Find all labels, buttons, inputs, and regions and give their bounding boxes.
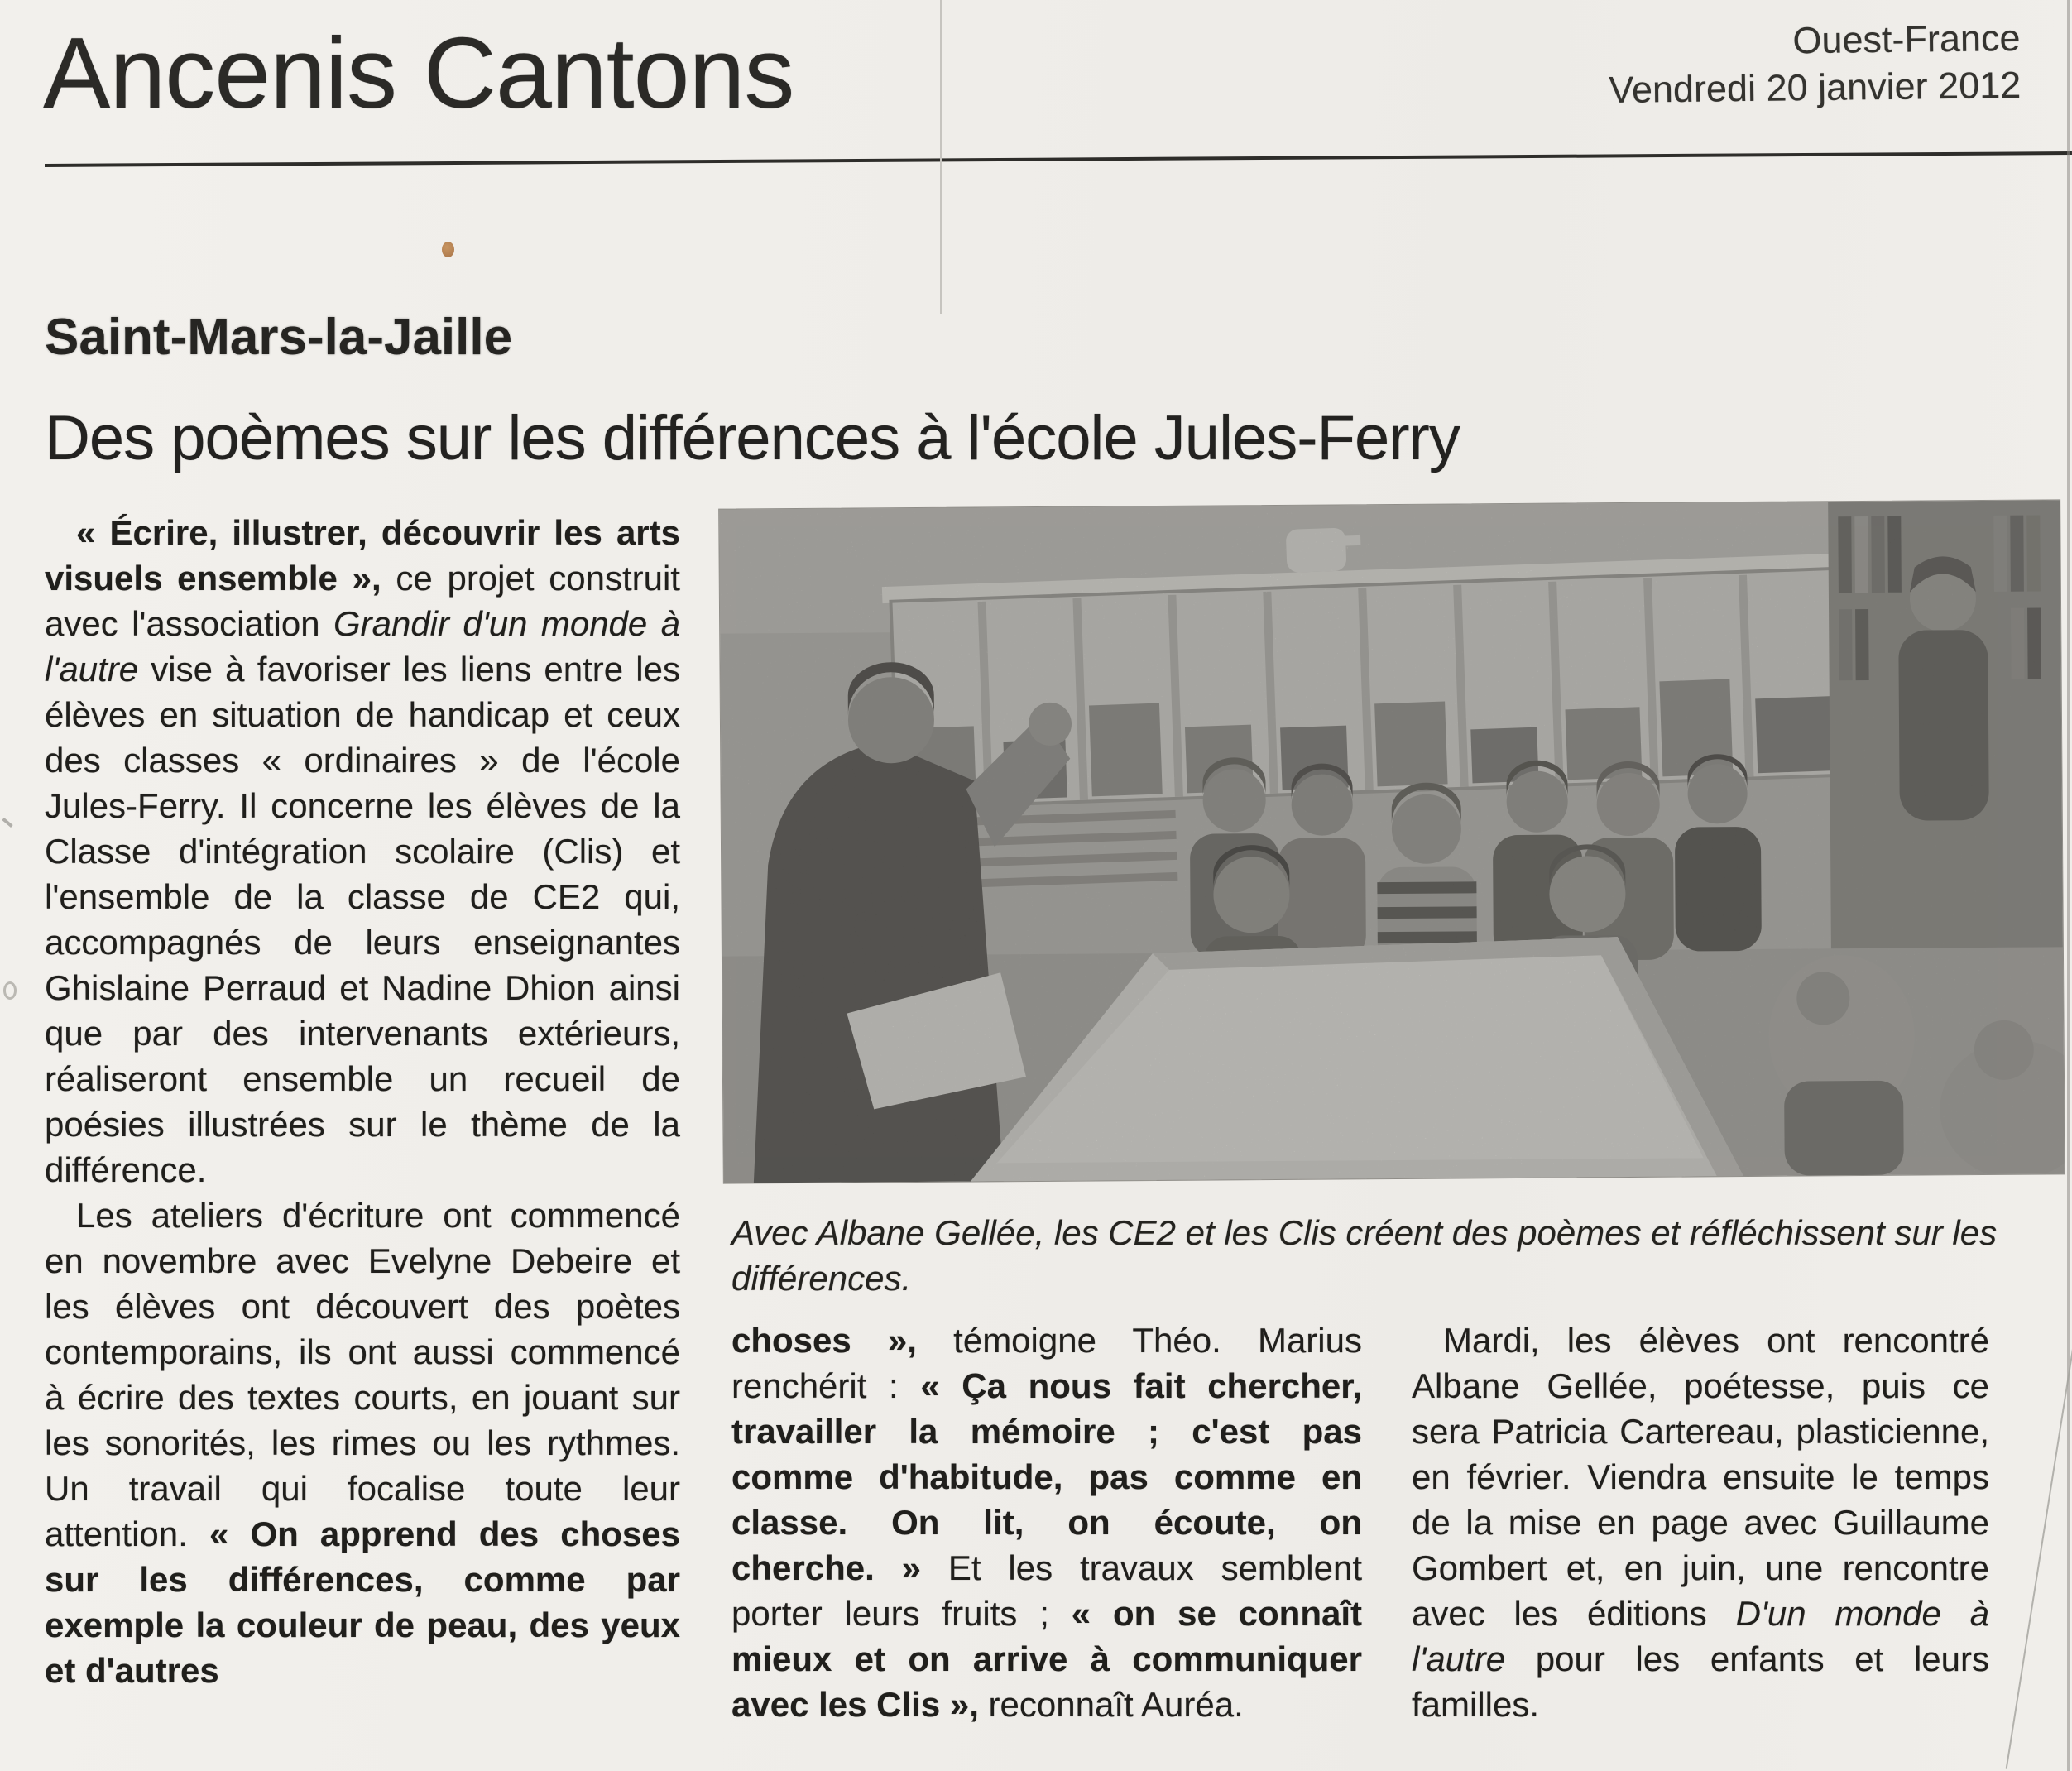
paragraph: Les ateliers d'écriture ont commencé en novembre avec Evelyne Debeire et les élèves ont découvert des poètes contemporains, ils ont aussi commencé à écrire des textes courts, en jouant sur les sonorités, les rimes ou les rythmes. Un travail qui focalise toute leur attention. « On apprend des choses sur les différences, comme par exemple la couleur de peau, des yeux et d'autres [45,1196,680,1690]
section-title: Ancenis Cantons [43,17,794,129]
paragraph: Mardi, les élèves ont rencontré Albane Gellée, poétesse, puis ce sera Patricia Cartereau, plasticienne, en février. Viendra ensuite le temps de la mise en page avec Guillaume Gombert et, en juin, une rencontre avec les éditions D'un monde à l'autre pour les enfants et leurs familles. [1412,1321,1989,1724]
article-column-middle [731,1317,1362,1771]
article-column-right [1412,1317,1989,1771]
newspaper-name: Ouest-France [1792,16,2021,62]
masthead-rule [45,151,2072,167]
paragraph: « Écrire, illustrer, découvrir les arts visuels ensemble », ce projet construit avec l'association Grandir d'un monde à l'autre vise à favoriser les liens entre les élèves en situation de handicap et ceux des classes « ordinaires » de l'école Jules-Ferry. Il concerne les élèves de la Classe d'intégration scolaire (Clis) et l'ensemble de la classe de CE2 qui, accompagnés de leurs enseignantes Ghislaine Perraud et Nadine Dhion ainsi que par des intervenants extérieurs, réaliseront ensemble un recueil de poésies illustrées sur le thème de la différence. [45,513,680,1189]
scan-crease-top [940,0,942,314]
photo-caption: Avec Albane Gellée, les CE2 et les Clis créent des poèmes et réfléchissent sur les différences. [731,1213,1998,1298]
article-photo [719,500,2065,1183]
scan-pencil-mark [2,818,12,828]
scan-edge-shadow [2067,0,2070,1771]
scan-crease-diagonal [2006,1327,2072,1769]
locality-heading: Saint-Mars-la-Jaille [45,309,513,366]
article-column-left [45,510,680,1751]
paragraph: choses », témoigne Théo. Marius renchérit : « Ça nous fait chercher, travailler la mémoire ; c'est pas comme d'habitude, pas comme en classe. On lit, on écoute, on cherche. » Et les travaux semblent porter leurs fruits ; « on se connaît mieux et on arrive à communiquer avec les Clis », reconnaît Auréa. [731,1321,1363,1724]
scan-speck [442,242,454,257]
issue-date: Vendredi 20 janvier 2012 [1609,63,2022,112]
photo-grain [719,500,2065,1183]
masthead-right [1608,14,2021,113]
article-headline: Des poèmes sur les différences à l'école Jules-Ferry [45,403,1460,473]
scan-pencil-mark-2 [3,981,17,1000]
